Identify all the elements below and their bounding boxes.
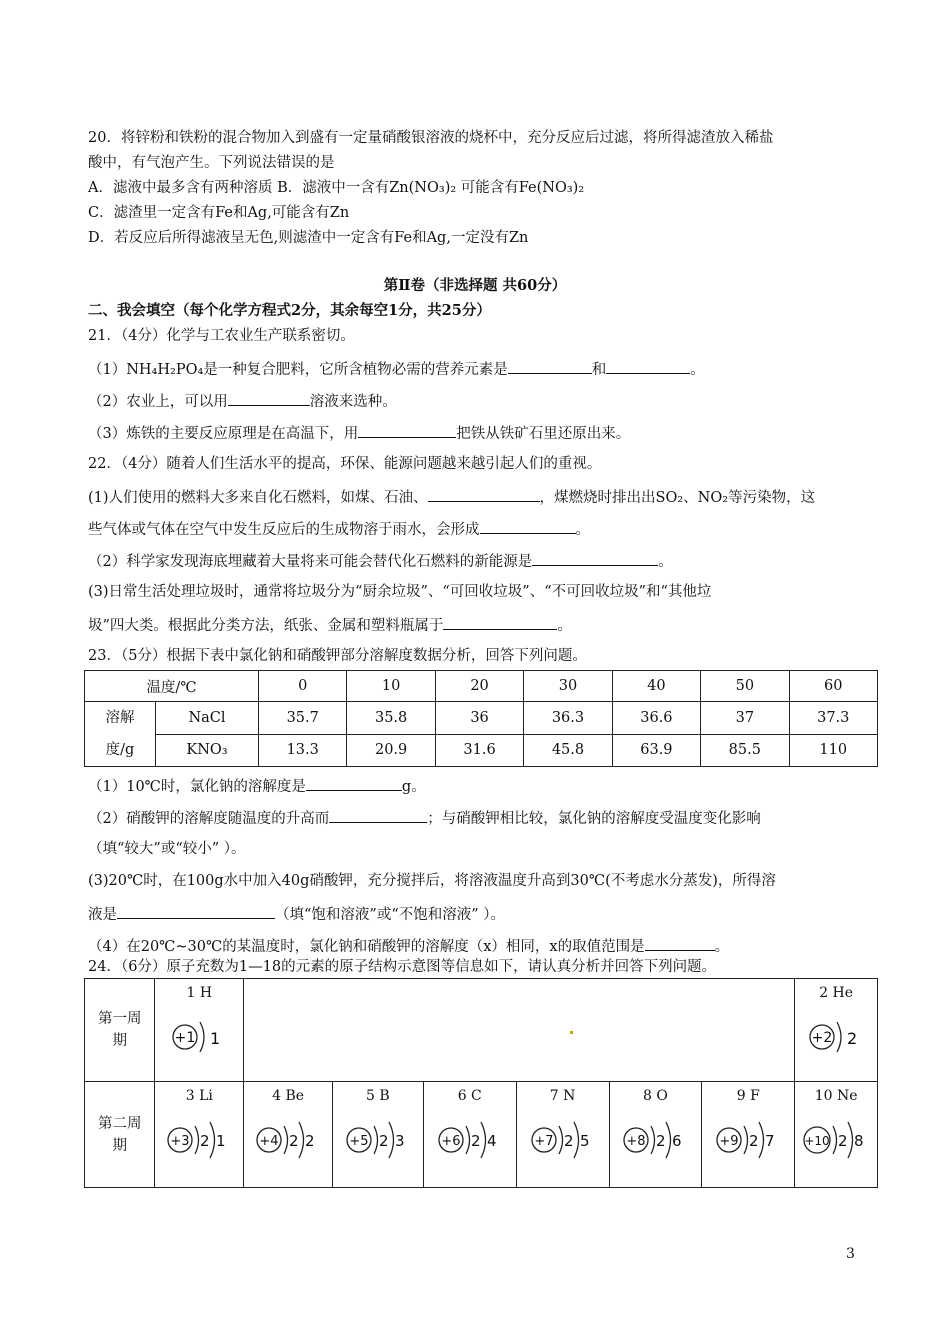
q20-option-d: D．若反应后所得滤液呈无色,则滤渣中一定含有Fe和Ag,一定没有Zn [88, 230, 529, 246]
element-label: 8 O [643, 1088, 668, 1104]
electron-shell [651, 1126, 655, 1154]
value-cell: 35.8 [347, 702, 435, 735]
q21-part3: （3）炼铁的主要反应原理是在高温下，用 把铁从铁矿石里还原出来。 [88, 422, 630, 444]
temp-cell: 40 [612, 671, 700, 702]
atom-diagram [622, 1116, 688, 1166]
value-cell: 36.3 [524, 702, 612, 735]
nucleus-charge: +4 [259, 1134, 279, 1149]
atom-diagram [802, 1116, 870, 1166]
atom-diagram [437, 1116, 503, 1166]
stray-dot [570, 1031, 573, 1034]
blank[interactable] [480, 518, 576, 534]
electron-shell [837, 1022, 841, 1052]
shell-count: 7 [765, 1132, 775, 1150]
shell-count: 6 [672, 1132, 682, 1150]
value-cell: 85.5 [701, 734, 789, 767]
q22-part3-line2: 圾”四大类。根据此分类方法，纸张、金属和塑料瓶属于 。 [88, 614, 572, 636]
atom-diagram [345, 1116, 411, 1166]
nucleus-charge: +6 [441, 1134, 461, 1149]
nucleus-charge: +10 [804, 1134, 830, 1148]
shell-count: 2 [656, 1132, 666, 1150]
atom-diagram [169, 1013, 229, 1063]
blank[interactable] [606, 358, 690, 374]
atom-diagram [715, 1116, 781, 1166]
shell-count: 5 [579, 1132, 590, 1150]
element-cell [332, 1082, 423, 1188]
period-1-row [85, 979, 878, 1082]
shell-count: 2 [749, 1132, 759, 1150]
shell-count: 2 [378, 1132, 389, 1150]
period-2-label: 第二周 期 [85, 1082, 155, 1188]
element-cell [155, 979, 244, 1082]
electron-shell [466, 1126, 470, 1154]
electron-shell [574, 1122, 579, 1158]
solubility-table [84, 670, 878, 767]
element-label: 3 Li [185, 1088, 213, 1104]
element-cell [609, 1082, 702, 1188]
blank[interactable] [329, 807, 427, 823]
element-cell [516, 1082, 609, 1188]
nucleus-charge: +5 [349, 1134, 369, 1149]
element-label: 6 C [457, 1088, 482, 1104]
q23-part4: （4）在20℃~30℃的某温度时，氯化钠和硝酸钾的溶解度（x）相同，x的取值范围是 。 [88, 935, 729, 957]
period-1-empty-area [244, 979, 795, 1082]
row-name: KNO₃ [156, 734, 259, 767]
nucleus-charge: +3 [170, 1134, 190, 1149]
shell-count: 8 [854, 1132, 864, 1150]
electron-shell [833, 1126, 837, 1154]
blank[interactable] [428, 486, 540, 502]
element-label: 1 H [186, 985, 213, 1001]
electron-shell [389, 1122, 394, 1158]
value-cell: 63.9 [612, 734, 700, 767]
page-number: 3 [846, 1246, 855, 1262]
electron-shell [759, 1122, 764, 1158]
shell-count: 2 [563, 1132, 574, 1150]
atom-diagram [255, 1116, 321, 1166]
q22-part1-line2: 些气体或气体在空气中发生反应后的生成物溶于雨水，会形成 。 [88, 518, 590, 540]
value-cell: 37 [701, 702, 789, 735]
period-1-label: 第一周 期 [85, 979, 155, 1082]
element-cell [795, 979, 878, 1082]
blank[interactable] [358, 422, 456, 438]
electron-shell [210, 1122, 215, 1158]
row-name: NaCl [156, 702, 259, 735]
value-cell: 35.7 [259, 702, 347, 735]
q20-option-a: A．滤液中最多含有两种溶质 B．滤液中一含有Zn(NO₃)₂ 可能含有Fe(NO₃)₂ [88, 180, 585, 196]
value-cell: 37.3 [789, 702, 877, 735]
value-cell: 36.6 [612, 702, 700, 735]
shell-count: 2 [847, 1029, 858, 1048]
electron-shell [666, 1122, 671, 1158]
electron-shell [299, 1122, 304, 1158]
temp-cell: 50 [701, 671, 789, 702]
q23-part3-line2: 液是 （填“饱和溶液”或“不饱和溶液” ）。 [88, 903, 505, 925]
electron-shell [374, 1126, 378, 1154]
atom-diagram [806, 1013, 866, 1063]
q22-part2: （2）科学家发现海底埋藏着大量将来可能会替代化石燃料的新能源是 。 [88, 550, 673, 572]
electron-shell [848, 1122, 853, 1158]
electron-shell [284, 1126, 288, 1154]
element-cell [795, 1082, 878, 1188]
element-cell [423, 1082, 516, 1188]
section-title: 第Ⅱ卷（非选择题 共60分） [383, 277, 567, 294]
q24-stem: 24．（6分）原子充数为1—18的元素的原子结构示意图等信息如下，请认真分析并回答下列问题。 [88, 959, 717, 975]
temp-cell: 60 [789, 671, 877, 702]
shell-count: 2 [838, 1132, 848, 1150]
q23-part1: （1）10℃时，氯化钠的溶解度是 g。 [88, 775, 426, 797]
temp-cell: 20 [435, 671, 523, 702]
atom-diagram [166, 1116, 232, 1166]
atom-diagram [530, 1116, 596, 1166]
electron-shell [744, 1126, 748, 1154]
nucleus-charge: +1 [174, 1030, 196, 1046]
shell-count: 1 [210, 1029, 221, 1048]
value-cell: 31.6 [435, 734, 523, 767]
table-header-row [85, 671, 878, 702]
blank[interactable] [117, 903, 275, 919]
periodic-table [84, 978, 878, 1188]
q23-part2-line2: （填“较大”或“较小” ）。 [88, 841, 246, 857]
section-heading: 二、我会填空（每个化学方程式2分，其余每空1分，共25分） [88, 302, 491, 319]
blank[interactable] [508, 358, 592, 374]
value-cell: 13.3 [259, 734, 347, 767]
q20-stem-line2: 酸中，有气泡产生。下列说法错误的是 [88, 155, 335, 171]
shell-count: 2 [470, 1132, 481, 1150]
electron-shell [195, 1126, 199, 1154]
element-label: 9 F [736, 1088, 760, 1104]
shell-count: 2 [305, 1132, 315, 1150]
q21-part2: （2）农业上，可以用 溶液来选种。 [88, 390, 397, 412]
blank[interactable] [228, 390, 310, 406]
q22-part3-line1: (3)日常生活处理垃圾时，通常将垃圾分为“厨余垃圾”、“可回收垃圾”、“不可回收垃圾”和“其他垃 [88, 584, 712, 600]
shell-count: 4 [486, 1132, 497, 1150]
blank[interactable] [645, 935, 715, 951]
nucleus-charge: +8 [626, 1134, 647, 1149]
element-label: 7 N [549, 1088, 576, 1104]
shell-count: 2 [289, 1132, 299, 1150]
q20-stem-line1: 20．将锌粉和铁粉的混合物加入到盛有一定量硝酸银溶液的烧杯中，充分反应后过滤，将所得滤渣放入稀盐 [88, 130, 774, 146]
q21-part1: （1）NH₄H₂PO₄是一种复合肥料，它所含植物必需的营养元素是 和 。 [88, 358, 705, 380]
element-cell [244, 1082, 333, 1188]
element-label: 2 He [819, 985, 854, 1001]
value-cell: 36 [435, 702, 523, 735]
value-cell: 110 [789, 734, 877, 767]
electron-shell [481, 1122, 486, 1158]
blank[interactable] [306, 775, 402, 791]
table-row-nacl [85, 702, 878, 735]
q22-part1-line1: (1)人们使用的燃料大多来自化石燃料，如煤、石油、 ，煤燃烧时排出出SO₂、NO₂等污染物，这 [88, 486, 815, 508]
q21-stem: 21．（4分）化学与工农业生产联系密切。 [88, 328, 355, 344]
nucleus-charge: +2 [811, 1030, 833, 1046]
q23-part2-line1: （2）硝酸钾的溶解度随温度的升高而 ；与硝酸钾相比较，氯化钠的溶解度受温度变化影响 [88, 807, 761, 829]
q20-option-c: C．滤渣里一定含有Fe和Ag,可能含有Zn [88, 205, 350, 221]
element-cell [155, 1082, 244, 1188]
temp-cell: 0 [259, 671, 347, 702]
blank[interactable] [532, 550, 658, 566]
electron-shell [559, 1126, 563, 1154]
table-row-kno3 [85, 734, 878, 767]
value-cell: 20.9 [347, 734, 435, 767]
shell-count: 3 [394, 1132, 405, 1150]
element-label: 4 Be [272, 1088, 305, 1104]
blank[interactable] [443, 614, 557, 630]
element-label: 5 B [366, 1088, 390, 1104]
q23-part3-line1: (3)20℃时，在100g水中加入40g硝酸钾，充分搅拌后，将溶液温度升高到30℃(不考虑水分蒸发)，所得溶 [88, 873, 776, 889]
q22-stem: 22．（4分）随着人们生活水平的提高，环保、能源问题越来越引起人们的重视。 [88, 456, 602, 472]
element-label: 10 Ne [814, 1088, 858, 1104]
temp-cell: 10 [347, 671, 435, 702]
period-2-row [85, 1082, 878, 1188]
nucleus-charge: +7 [533, 1134, 554, 1149]
temp-cell: 30 [524, 671, 612, 702]
shell-count: 1 [216, 1132, 226, 1150]
element-cell [702, 1082, 795, 1188]
temp-header: 温度/℃ [85, 671, 259, 702]
q23-stem: 23．（5分）根据下表中氯化钠和硝酸钾部分溶解度数据分析，回答下列问题。 [88, 648, 587, 664]
value-cell: 45.8 [524, 734, 612, 767]
nucleus-charge: +9 [719, 1134, 739, 1149]
electron-shell [200, 1022, 204, 1052]
solubility-label: 溶解 度/g [85, 702, 156, 767]
shell-count: 2 [200, 1132, 210, 1150]
